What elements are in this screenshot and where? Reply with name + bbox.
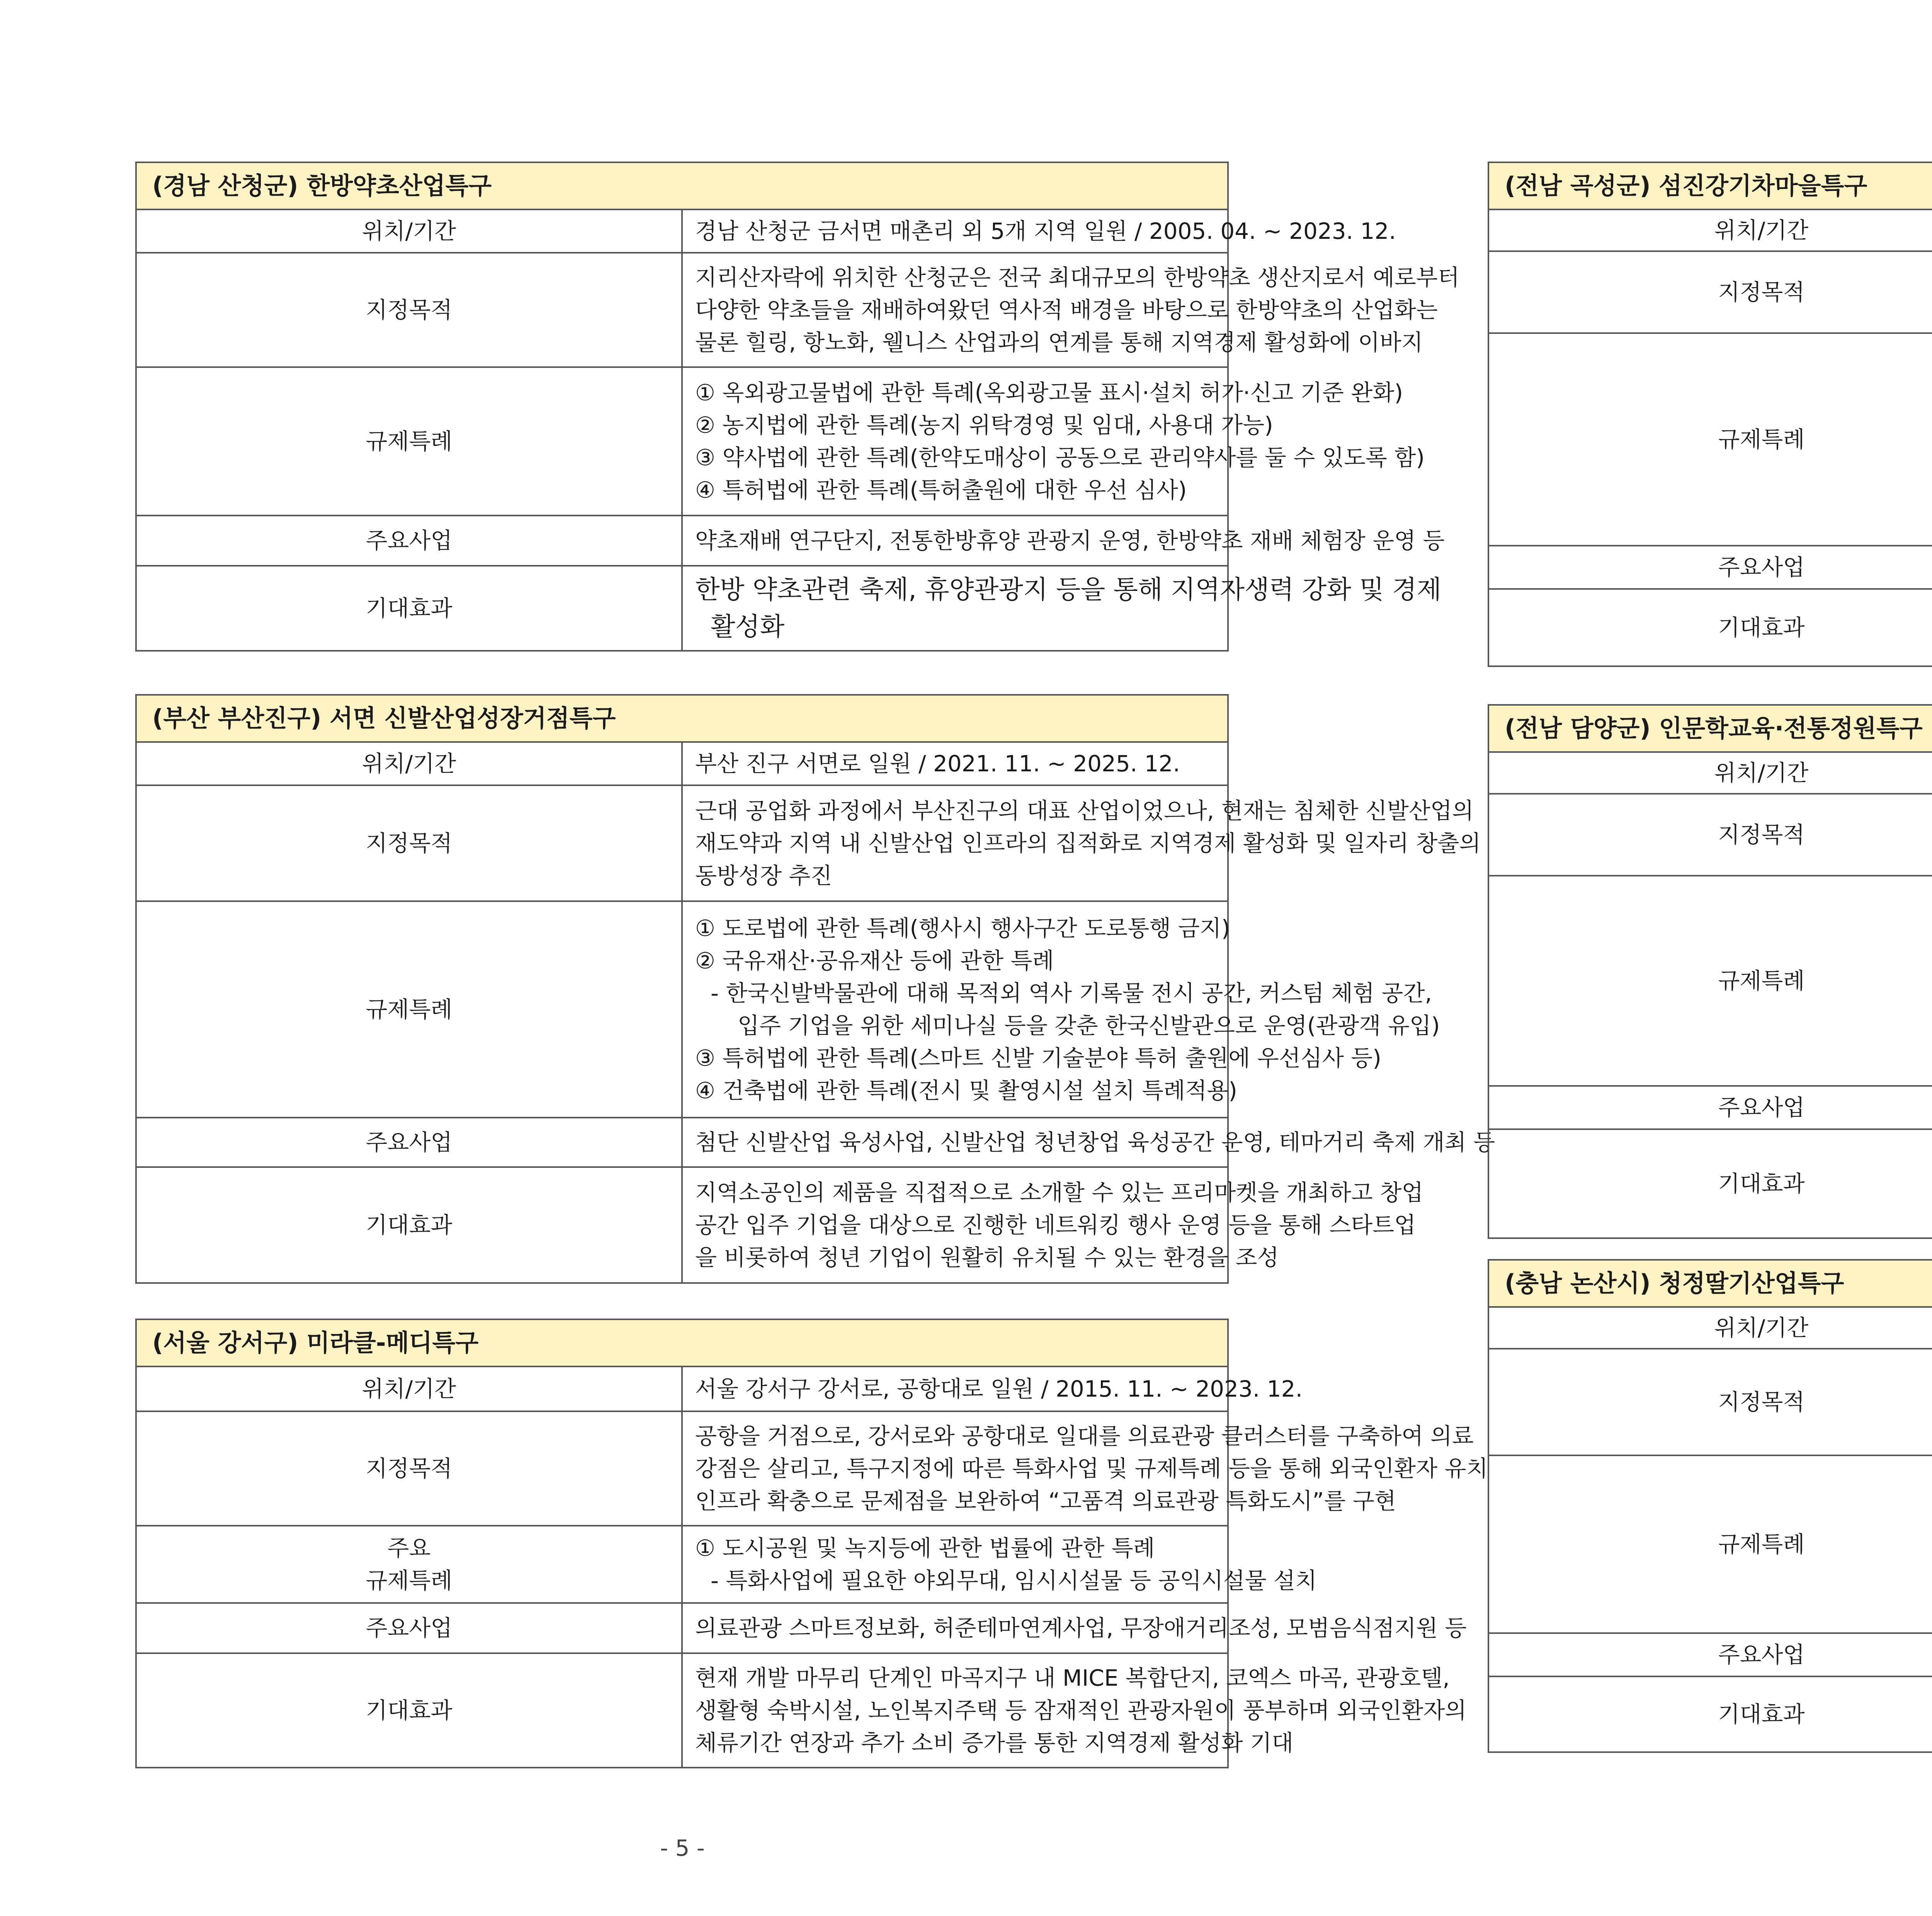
zone-table <box>135 162 1459 652</box>
label-effect: 기대효과 <box>136 1653 682 1768</box>
label-regulation: 규제특례 <box>136 367 682 516</box>
zone-title: (부산 부산진구) 서면 신발산업성장거점특구 <box>136 695 1228 742</box>
zone-gangseo <box>135 1319 1488 1768</box>
zone-table <box>1488 1259 1932 1753</box>
label-effect: 기대효과 <box>136 566 682 651</box>
value-business: 의료관광 스마트정보화, 허준테마연계사업, 무장애거리조성, 모범음식점지원 등 <box>682 1603 1228 1653</box>
zone-title: (전남 곡성군) 섬진강기차마을특구 <box>1488 162 1932 209</box>
zone-table <box>135 1319 1488 1768</box>
label-regulation: 규제특례 <box>1488 1455 1932 1633</box>
zone-table <box>135 694 1495 1284</box>
label-business: 주요사업 <box>136 1603 682 1653</box>
label-regulation: 규제특례 <box>1488 876 1932 1086</box>
page-number: - 5 - <box>660 1835 705 1861</box>
label-effect: 기대효과 <box>1488 589 1932 666</box>
value-business: 약초재배 연구단지, 전통한방휴양 관광지 운영, 한방약초 재배 체험장 운영 등 <box>682 516 1228 566</box>
value-purpose: 근대 공업화 과정에서 부산진구의 대표 산업이었으나, 현재는 침체한 신발산업의 재도약과 지역 내 신발산업 인프라의 집적화로 지역경제 활성화 및 일자리 창출의 동방성장 추진 <box>682 785 1228 901</box>
label-effect: 기대효과 <box>136 1167 682 1283</box>
zone-table <box>1488 162 1932 667</box>
zone-nonsan <box>1488 1259 1932 1753</box>
label-purpose: 지정목적 <box>136 785 682 901</box>
label-effect: 기대효과 <box>1488 1676 1932 1752</box>
label-business: 주요사업 <box>136 516 682 566</box>
label-period: 위치/기간 <box>1488 752 1932 794</box>
label-period: 위치/기간 <box>136 742 682 785</box>
label-period: 위치/기간 <box>1488 209 1932 251</box>
label-regulation: 규제특례 <box>1488 333 1932 546</box>
label-purpose: 지정목적 <box>136 1411 682 1526</box>
zone-title: (전남 담양군) 인문학교육·전통정원특구 <box>1488 705 1932 752</box>
label-regulation: 규제특례 <box>136 901 682 1118</box>
value-regulation: ① 도로법에 관한 특례(행사시 행사구간 도로통행 금지) ② 국유재산·공유재산 등에 관한 특례 - 한국신발박물관에 대해 목적외 역사 기록물 전시 공간, 커스텀 체험 공간, 입주 기업을 위한 세미나실 등을 갖춘 한국신발관으로 운영(관광객 유입) ③ 특허법에 관한 특례(스마트 신발 기술분야 특허 출원에 우선심사 등) ④ 건축법에 관한 특례(전시 및 촬영시설 설치 특례적용) <box>682 901 1228 1118</box>
label-effect: 기대효과 <box>1488 1129 1932 1238</box>
label-purpose: 지정목적 <box>136 253 682 367</box>
value-regulation: ① 옥외광고물법에 관한 특례(옥외광고물 표시·설치 허가·신고 기준 완화) ② 농지법에 관한 특례(농지 위탁경영 및 임대, 사용대 가능) ③ 약사법에 관한 특례(한약도매상이 공동으로 관리약사를 둘 수 있도록 함) ④ 특허법에 관한 특례(특허출원에 대한 우선 심사) <box>682 367 1228 516</box>
value-purpose: 지리산자락에 위치한 산청군은 전국 최대규모의 한방약초 생산지로서 예로부터 다양한 약초들을 재배하여왔던 역사적 배경을 바탕으로 한방약초의 산업화는 물론 힐링, 항노화, 웰니스 산업과의 연계를 통해 지역경제 활성화에 이바지 <box>682 253 1228 367</box>
zone-table <box>1488 704 1932 1239</box>
label-period: 위치/기간 <box>136 209 682 253</box>
label-purpose: 지정목적 <box>1488 251 1932 333</box>
label-business: 주요사업 <box>1488 1086 1932 1129</box>
zone-sancheong <box>135 162 1459 652</box>
zone-damyang <box>1488 704 1932 1239</box>
value-period: 서울 강서구 강서로, 공항대로 일원 / 2015. 11. ~ 2023. 12. <box>682 1366 1228 1411</box>
label-business: 주요사업 <box>1488 546 1932 589</box>
label-period: 위치/기간 <box>136 1366 682 1411</box>
zone-title: (경남 산청군) 한방약초산업특구 <box>136 162 1228 209</box>
value-period: 경남 산청군 금서면 매촌리 외 5개 지역 일원 / 2005. 04. ~ 2023. 12. <box>682 209 1228 253</box>
value-effect: 한방 약초관련 축제, 휴양관광지 등을 통해 지역자생력 강화 및 경제 활성화 <box>682 566 1228 651</box>
zone-title: (서울 강서구) 미라클-메디특구 <box>136 1319 1228 1366</box>
label-business: 주요사업 <box>1488 1633 1932 1676</box>
value-business: 첨단 신발산업 육성사업, 신발산업 청년창업 육성공간 운영, 테마거리 축제 개최 등 <box>682 1118 1228 1167</box>
label-purpose: 지정목적 <box>1488 1349 1932 1455</box>
label-purpose: 지정목적 <box>1488 794 1932 876</box>
zone-gokseong <box>1488 162 1932 667</box>
label-regulation: 주요 규제특례 <box>136 1526 682 1603</box>
value-effect: 지역소공인의 제품을 직접적으로 소개할 수 있는 프리마켓을 개최하고 창업 공간 입주 기업을 대상으로 진행한 네트워킹 행사 운영 등을 통해 스타트업 을 비롯하여 청년 기업이 원활히 유치될 수 있는 환경을 조성 <box>682 1167 1228 1283</box>
zone-busan <box>135 694 1495 1284</box>
value-period: 부산 진구 서면로 일원 / 2021. 11. ~ 2025. 12. <box>682 742 1228 785</box>
value-effect: 현재 개발 마무리 단계인 마곡지구 내 MICE 복합단지, 코엑스 마곡, 관광호텔, 생활형 숙박시설, 노인복지주택 등 잠재적인 관광자원이 풍부하며 외국인환자의 체류기간 연장과 추가 소비 증가를 통한 지역경제 활성화 기대 <box>682 1653 1228 1768</box>
label-period: 위치/기간 <box>1488 1307 1932 1349</box>
value-regulation: ① 도시공원 및 녹지등에 관한 법률에 관한 특례 - 특화사업에 필요한 야외무대, 임시시설물 등 공익시설물 설치 <box>682 1526 1228 1603</box>
zone-title: (충남 논산시) 청정딸기산업특구 <box>1488 1260 1932 1307</box>
label-business: 주요사업 <box>136 1118 682 1167</box>
value-purpose: 공항을 거점으로, 강서로와 공항대로 일대를 의료관광 클러스터를 구축하여 의료 강점은 살리고, 특구지정에 따른 특화사업 및 규제특례 등을 통해 외국인환자 유치 인프라 확충으로 문제점을 보완하여 “고품격 의료관광 특화도시”를 구현 <box>682 1411 1228 1526</box>
